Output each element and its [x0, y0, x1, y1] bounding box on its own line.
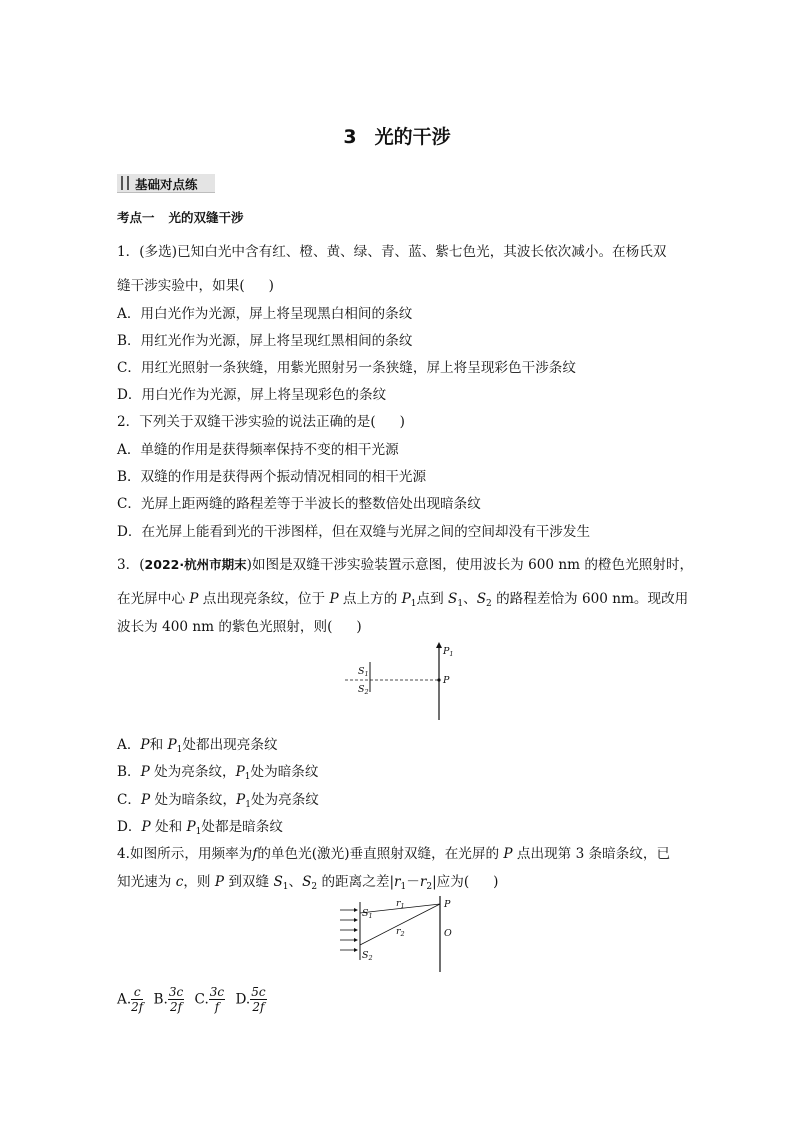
q3-text: 点上方的	[338, 591, 402, 607]
q4-sub: 1	[282, 882, 289, 892]
q4-options	[117, 985, 273, 1014]
q4-var-p: P	[503, 846, 513, 862]
q2-option-d[interactable]: D．在光屏上能看到光的干涉图样，但在双缝与光屏之间的空间却没有干涉发生	[117, 524, 591, 540]
q1-stem-line1: 1．(多选)已知白光中含有红、橙、黄、绿、青、蓝、紫七色光，其波长依次减小。在杨氏双	[117, 244, 667, 260]
q3-text: 3．(	[117, 557, 145, 573]
q3-text: )如图是双缝干涉实验装置示意图，使用波长为 600 nm 的橙色光照射时，	[246, 557, 694, 573]
q1-paren-close: )	[268, 278, 274, 294]
label-p: P	[443, 675, 450, 686]
section-tag-label: 基础对点练	[135, 177, 198, 192]
path-r2	[360, 904, 440, 945]
label-s1: $S_1$	[362, 908, 373, 920]
q4-var-c: c	[175, 874, 184, 890]
up-arrow-icon	[436, 642, 442, 648]
q3-option-b[interactable]: B．P 处为亮条纹，$P_1$处为暗条纹	[117, 764, 319, 782]
q2-option-b[interactable]: B．双缝的作用是获得两个振动情况相同的相干光源	[117, 469, 427, 485]
q3-var-p: P	[189, 591, 199, 607]
q4-text: 、	[288, 874, 303, 890]
q4-sub: 2	[311, 882, 318, 892]
q1-option-c[interactable]: C．用红光照射一条狭缝，用紫光照射另一条狭缝，屏上将呈现彩色干涉条纹	[117, 360, 576, 376]
q3-option-c[interactable]: C．P 处为暗条纹，$P_1$处为亮条纹	[117, 792, 319, 810]
q1-stem-line2	[117, 274, 274, 294]
q1-option-b[interactable]: B．用红光作为光源，屏上将呈现红黑相间的条纹	[117, 333, 413, 349]
q4-var-r1: r	[394, 874, 401, 890]
q3-text: 点出现亮条纹，位于	[198, 591, 330, 607]
q3-stem-line1	[117, 553, 693, 573]
label-s2: $S_2$	[362, 950, 373, 962]
point-p-dot	[437, 678, 440, 681]
q4-text: |应为(	[432, 874, 470, 890]
q3-var-p1: P	[401, 591, 411, 607]
double-bar-icon	[121, 176, 129, 190]
label-p: P	[444, 899, 451, 910]
label-r1: $r_1$	[396, 898, 405, 910]
q4-sub: 1	[400, 882, 407, 892]
page-title	[0, 122, 794, 149]
q4-var-r2: r	[419, 874, 427, 890]
label-p1: $P_1$	[443, 646, 454, 658]
q2-option-a[interactable]: A．单缝的作用是获得频率保持不变的相干光源	[117, 442, 399, 458]
label-r2: $r_2$	[396, 926, 405, 938]
q4-var-s2: S	[302, 874, 312, 890]
q3-text: 点到	[416, 591, 449, 607]
q4-var-s1: S	[273, 874, 283, 890]
q3-var-s1: S	[448, 591, 458, 607]
label-s2: $S_2$	[358, 684, 369, 696]
incident-arrows	[340, 910, 354, 950]
topic-name: 光的双缝干涉	[168, 210, 244, 225]
q3-option-d[interactable]: D．P 处和 $P_1$处都是暗条纹	[117, 819, 283, 837]
label-s1: $S_1$	[358, 666, 369, 678]
q1-option-a[interactable]: A．用白光作为光源，屏上将呈现黑白相间的条纹	[117, 306, 413, 322]
q3-text: 的路程差恰为 600 nm。现改用	[491, 591, 689, 607]
q3-stem-line3	[117, 615, 362, 635]
q4-diagram	[336, 896, 466, 974]
q4-text: 4.如图所示，用频率为	[117, 846, 253, 862]
q3-var-s2: S	[476, 591, 487, 607]
title-text: 光的干涉	[374, 126, 451, 148]
label-o: O	[444, 928, 452, 939]
q4-sub: 2	[426, 882, 433, 892]
q3-option-a[interactable]: A．P和 $P_1$处都出现亮条纹	[117, 737, 278, 755]
q4-option-d[interactable]: D. $\frac{5c}{2f}$	[235, 985, 266, 1014]
q3-text: 在光屏中心	[117, 591, 190, 607]
q3-source: 2022·杭州市期末	[144, 557, 247, 572]
q4-text: 的单色光(激光)垂直照射双缝，在光屏的	[257, 846, 504, 862]
q3-text: 、	[463, 591, 477, 607]
q2-stem-text: 2．下列关于双缝干涉实验的说法正确的是(	[117, 414, 376, 430]
title-number: 3	[343, 126, 357, 148]
q4-paren-close: )	[493, 874, 499, 890]
q3-sub: 1	[410, 599, 417, 609]
q2-paren-close: )	[399, 414, 405, 430]
q4-option-a[interactable]: A. $\frac{c}{2f}$	[117, 985, 144, 1014]
q2-stem	[117, 410, 405, 430]
q4-var-f: f	[252, 846, 258, 862]
q3-sub: 2	[486, 599, 492, 609]
q4-text: 的距离之差|	[317, 874, 395, 890]
q1-option-d[interactable]: D．用白光作为光源，屏上将呈现彩色的条纹	[117, 387, 387, 403]
q4-option-c[interactable]: C. $\frac{3c}{f}$	[194, 985, 225, 1014]
q4-minus: －	[406, 874, 420, 890]
q1-stem-text: 缝干涉实验中，如果(	[117, 278, 245, 294]
q4-text: 点出现第 3 条暗条纹，已	[512, 846, 671, 862]
q3-text: 波长为 400 nm 的紫色光照射，则(	[117, 619, 333, 635]
q4-text: 到双缝	[224, 874, 274, 890]
q3-sub: 1	[457, 599, 464, 609]
q3-stem-line2	[117, 587, 688, 607]
q4-text: 知光速为	[117, 874, 176, 890]
topic-heading	[117, 208, 244, 226]
q4-stem-line1	[117, 842, 670, 862]
q4-text: ，则	[183, 874, 215, 890]
topic-label: 考点一	[117, 210, 155, 225]
arrowhead-icons	[354, 908, 358, 952]
q3-var-p: P	[329, 591, 339, 607]
q4-option-b[interactable]: B. $\frac{3c}{2f}$	[153, 985, 184, 1014]
q4-stem-line2	[117, 870, 498, 890]
q2-option-c[interactable]: C．光屏上距两缝的路程差等于半波长的整数倍处出现暗条纹	[117, 496, 481, 512]
q3-diagram	[335, 640, 465, 722]
q3-paren-close: )	[356, 619, 362, 635]
section-tag	[117, 174, 215, 193]
q4-var-p: P	[214, 874, 224, 890]
